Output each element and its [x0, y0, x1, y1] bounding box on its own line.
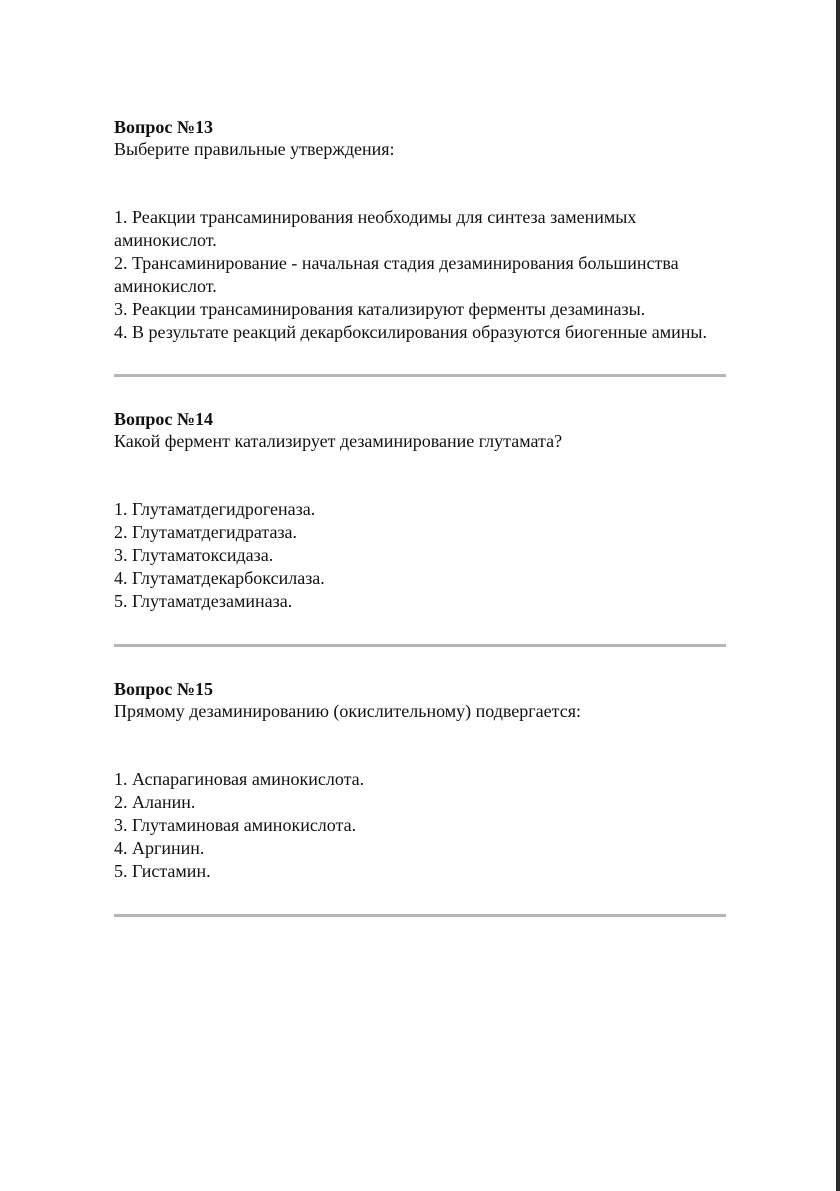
question-divider: [114, 374, 726, 377]
answer-option: 4. Глутаматдекарбоксилаза.: [114, 568, 325, 588]
answer-option: 3. Реакции трансаминирования катализируют ферменты дезаминазы.: [114, 299, 646, 319]
page-edge: [836, 0, 840, 1191]
question-text: Выберите правильные утверждения:: [114, 139, 395, 159]
answer-list: [114, 206, 726, 344]
question-divider: [114, 914, 726, 917]
question-14: [114, 408, 726, 647]
question-15: [114, 678, 726, 917]
answer-option: 5. Глутаматдезаминаза.: [114, 591, 293, 611]
question-divider: [114, 644, 726, 647]
question-text: Прямому дезаминированию (окислительному) подвергается:: [114, 701, 582, 721]
answer-option: 2. Трансаминирование - начальная стадия дезаминирования большинства аминокислот.: [114, 253, 679, 296]
answer-option: 3. Глутаматоксидаза.: [114, 545, 274, 565]
answer-option: 2. Глутаматдегидратаза.: [114, 522, 298, 542]
answer-option: 2. Аланин.: [114, 792, 196, 812]
answer-option: 1. Реакции трансаминирования необходимы для синтеза заменимых аминокислот.: [114, 207, 637, 250]
answer-option: 1. Аспарагиновая аминокислота.: [114, 769, 365, 789]
question-title: Вопрос №15: [114, 679, 213, 699]
answer-option: 5. Гистамин.: [114, 861, 211, 881]
answer-option: 4. Аргинин.: [114, 838, 205, 858]
answer-list: [114, 768, 726, 883]
answer-option: 3. Глутаминовая аминокислота.: [114, 815, 357, 835]
answer-list: [114, 498, 726, 613]
question-title: Вопрос №14: [114, 409, 213, 429]
answer-option: 1. Глутаматдегидрогеназа.: [114, 499, 316, 519]
document-page: [114, 116, 726, 917]
question-13: [114, 116, 726, 377]
question-title: Вопрос №13: [114, 117, 213, 137]
question-text: Какой фермент катализирует дезаминирование глутамата?: [114, 431, 563, 451]
answer-option: 4. В результате реакций декарбоксилирования образуются биогенные амины.: [114, 322, 708, 342]
